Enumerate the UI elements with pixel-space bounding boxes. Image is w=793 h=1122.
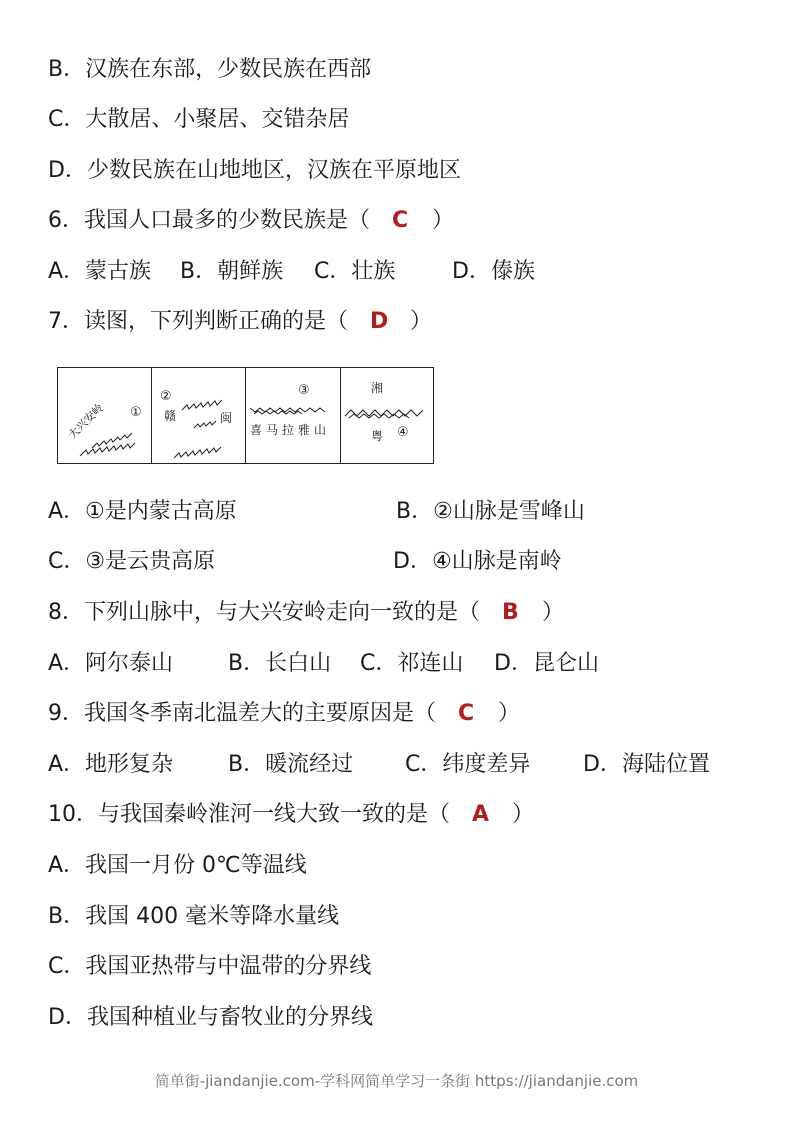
q5-option-c: C．大散居、小聚居、交错杂居 (48, 107, 350, 132)
map-p2-right: 闽 (220, 411, 233, 425)
q8-option-c: C．祁连山 (360, 651, 464, 676)
q10-answer: A (472, 802, 490, 827)
q6-option-a: A．蒙古族 (48, 259, 152, 284)
q9-stem: 9．我国冬季南北温差大的主要原因是（ (48, 701, 436, 726)
q8-stem: 8．下列山脉中，与大兴安岭走向一致的是（ (48, 600, 480, 625)
q5-option-d: D．少数民族在山地地区，汉族在平原地区 (48, 158, 461, 183)
map-p3-label: 喜马拉雅山 (250, 423, 331, 437)
map-p1-label-1: 大兴安岭 (65, 401, 107, 442)
q8-options (48, 649, 748, 679)
q6-options (48, 257, 748, 287)
q6-stem: 6．我国人口最多的少数民族是（ (48, 208, 370, 233)
q9-option-d: D．海陆位置 (583, 752, 710, 777)
q9-option-b: B．暖流经过 (228, 752, 354, 777)
map-p4-bottom: 粤 (371, 429, 384, 443)
q6-answer: C (392, 208, 409, 233)
q7-options-row2 (48, 547, 748, 577)
map-p4-top: 湘 (371, 381, 384, 395)
page-footer: 简单街-jiandanjie.com-学科网简单学习一条街 https://jiandanjie.com (154, 1072, 639, 1090)
q8-option-a: A．阿尔泰山 (48, 651, 174, 676)
q7-close: ） (410, 309, 433, 334)
q7-option-a: A．①是内蒙古高原 (48, 499, 237, 524)
q7-answer: D (370, 309, 389, 334)
q6-close: ） (432, 208, 455, 233)
map-p3-num: ③ (298, 383, 310, 398)
q8-option-d: D．昆仑山 (494, 651, 599, 676)
q7-options-row1 (48, 497, 748, 527)
q10-option-b: B．我国 400 毫米等降水量线 (48, 904, 340, 929)
q10-close: ） (512, 802, 535, 827)
q6-option-c: C．壮族 (314, 259, 396, 284)
q7-stem-line (48, 307, 432, 337)
map-panel-4 (341, 368, 433, 463)
q10-stem-line (48, 800, 534, 830)
q10-option-d: D．我国种植业与畜牧业的分界线 (48, 1005, 373, 1030)
q8-option-b: B．长白山 (228, 651, 332, 676)
q7-option-d: D．④山脉是南岭 (393, 549, 562, 574)
q9-answer: C (458, 701, 475, 726)
q9-stem-line (48, 699, 520, 729)
q9-close: ） (498, 701, 521, 726)
q6-option-b: B．朝鲜族 (180, 259, 284, 284)
q10-option-a: A．我国一月份 0℃等温线 (48, 853, 307, 878)
q10-stem: 10．与我国秦岭淮河一线大致一致的是（ (48, 802, 450, 827)
q9-options (48, 750, 748, 780)
q9-option-a: A．地形复杂 (48, 752, 174, 777)
map-panel-2 (152, 368, 246, 463)
q5-option-b: B．汉族在东部，少数民族在西部 (48, 57, 372, 82)
q8-close: ） (542, 600, 565, 625)
map-p2-num: ② (160, 389, 172, 404)
q7-stem: 7．读图，下列判断正确的是（ (48, 309, 348, 334)
q7-map-figure (57, 367, 434, 464)
map-panel-1 (58, 368, 152, 463)
map-p2-left: 赣 (164, 409, 177, 423)
q9-option-c: C．纬度差异 (405, 752, 531, 777)
q7-option-b: B．②山脉是雪峰山 (396, 499, 585, 524)
q8-stem-line (48, 598, 564, 628)
q6-option-d: D．傣族 (452, 259, 535, 284)
q7-option-c: C．③是云贵高原 (48, 549, 216, 574)
q6-stem-line (48, 206, 454, 236)
map-p1-num: ① (130, 405, 142, 420)
map-panel-3 (246, 368, 341, 463)
q10-option-c: C．我国亚热带与中温带的分界线 (48, 954, 372, 979)
map-p4-num: ④ (397, 425, 409, 440)
q8-answer: B (502, 600, 519, 625)
